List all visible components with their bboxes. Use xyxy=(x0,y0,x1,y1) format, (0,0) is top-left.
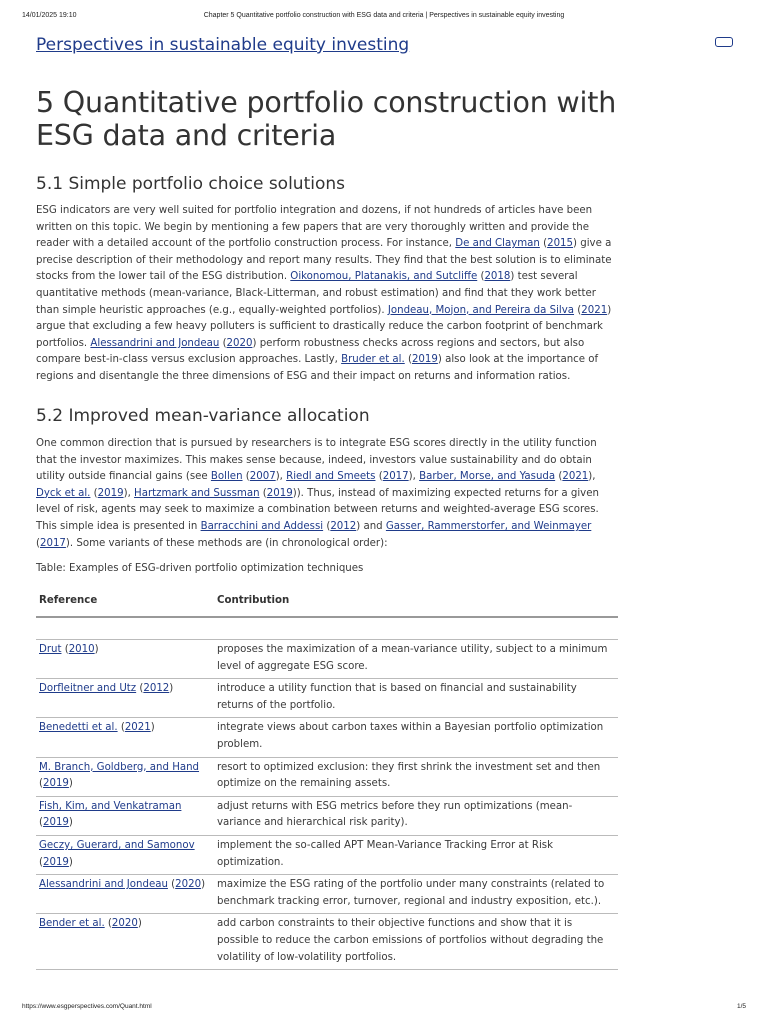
citation-link[interactable]: Barracchini and Addessi xyxy=(200,520,324,532)
citation-link[interactable]: Jondeau, Mojon, and Pereira da Silva xyxy=(387,304,575,316)
citation-link[interactable]: Bruder et al. xyxy=(341,354,405,366)
citation-year-link[interactable]: 2019 xyxy=(97,487,124,499)
citation-link[interactable]: M. Branch, Goldberg, and Hand xyxy=(39,761,200,773)
reference-cell: Fish, Kim, and Venkatraman (2019) xyxy=(36,796,214,835)
citation-year-link[interactable]: 2021 xyxy=(562,471,589,483)
citation-year-link[interactable]: 2020 xyxy=(111,918,138,930)
print-page-number: 1/5 xyxy=(736,1003,746,1010)
citation-link[interactable]: Alessandrini and Jondeau xyxy=(90,337,220,349)
section-5-2-paragraph: One common direction that is pursued by researchers is to integrate ESG scores directly in the utility function that the investor maximizes. This makes sense because, indeed, investors value sustainability and do obtain utility outside financial gains (see Bollen (2007), Riedl and Smeets (2017), Barber, Morse, and Yasuda (2021), Dyck et al. (2019), Hartzmark and Sussman (2019)). Thus, instead of maximizing expected returns for a given level of risk, agents may seek to maximize a combination between returns and weighted-average ESG scores. This simple idea is presented in Barracchini and Addessi (2012) and Gasser, Rammerstorfer, and Weinmayer (2017). Some variants of these methods are (in chronological order): xyxy=(36,438,599,549)
menu-toggle-icon[interactable] xyxy=(715,37,733,47)
citation-link[interactable]: Drut xyxy=(39,644,62,656)
citation-link[interactable]: Hartzmark and Sussman xyxy=(134,487,260,499)
citation-year-link[interactable]: 2021 xyxy=(581,304,608,316)
citation-year-link[interactable]: 2015 xyxy=(547,238,574,250)
citation-year-link[interactable]: 2007 xyxy=(249,471,276,483)
citation-link[interactable]: Dyck et al. xyxy=(36,487,91,499)
citation-year-link[interactable]: 2021 xyxy=(124,722,151,734)
chapter-title-text: Quantitative portfolio construction with ESG data and criteria xyxy=(36,86,617,152)
citation-year-link[interactable]: 2017 xyxy=(39,537,66,549)
table-row xyxy=(36,640,618,679)
print-header xyxy=(22,12,746,22)
print-footer xyxy=(22,1003,746,1010)
citation-link[interactable]: Alessandrini and Jondeau xyxy=(39,879,168,891)
citation-year-link[interactable]: 2020 xyxy=(175,879,202,891)
section-heading-5-2: 5.2 Improved mean-variance allocation xyxy=(36,406,370,426)
contribution-cell: adjust returns with ESG metrics before they run optimizations (mean-variance and hierarchical risk parity). xyxy=(214,796,618,835)
citation-year-link[interactable]: 2019 xyxy=(411,354,438,366)
print-page-title: Chapter 5 Quantitative portfolio construction with ESG data and criteria | Perspectives in sustainable equity investing xyxy=(203,12,565,19)
contribution-cell: integrate views about carbon taxes within a Bayesian portfolio optimization problem. xyxy=(214,718,618,757)
citation-year-link[interactable]: 2018 xyxy=(484,271,511,283)
table-row xyxy=(36,718,618,757)
citation-link[interactable]: De and Clayman xyxy=(455,238,540,250)
citation-year-link[interactable]: 2019 xyxy=(266,487,293,499)
site-title-link[interactable]: Perspectives in sustainable equity investing xyxy=(36,35,410,55)
table-row xyxy=(36,757,618,796)
section-5-1-paragraph: ESG indicators are very well suited for portfolio integration and dozens, if not hundreds of articles have been written on this topic. We begin by mentioning a few papers that are very thoroughly written and provide the reader with a detailed account of the portfolio construction process. For instance, De and Clayman (2015) give a precise description of their methodology and report many results. They find that the best solution is to eliminate stocks from the lower tail of the ESG distribution. Oikonomou, Platanakis, and Sutcliffe (2018) test several quantitative methods (mean-variance, Black-Litterman, and robust estimation) and find that they work better than simple heuristic approaches (e.g., equally-weighted portfolios). Jondeau, Mojon, and Pereira da Silva (2021) argue that excluding a few heavy polluters is sufficient to drastically reduce the carbon footprint of benchmark portfolios. Alessandrini and Jondeau (2020) perform robustness checks across regions and sectors, but also compare best-in-class versus exclusion approaches. Lastly, Bruder et al. (2019) also look at the importance of regions and disentangle the three dimensions of ESG and their impact on returns and information ratios. xyxy=(36,205,612,382)
citation-link[interactable]: Gasser, Rammerstorfer, and Weinmayer xyxy=(385,520,592,532)
section-heading-5-1: 5.1 Simple portfolio choice solutions xyxy=(36,174,346,194)
citation-link[interactable]: Bender et al. xyxy=(39,918,105,930)
table-row xyxy=(36,914,618,970)
contribution-cell: implement the so-called APT Mean-Variance Tracking Error at Risk optimization. xyxy=(214,836,618,875)
citation-year-link[interactable]: 2019 xyxy=(42,778,69,790)
citation-link[interactable]: Dorfleitner and Utz xyxy=(39,683,137,695)
column-header-contribution: Contribution xyxy=(214,589,618,617)
citation-year-link[interactable]: 2020 xyxy=(226,337,253,349)
esg-optimization-table xyxy=(36,589,618,970)
citation-link[interactable]: Geczy, Guerard, and Samonov xyxy=(39,840,195,852)
print-url: https://www.esgperspectives.com/Quant.html xyxy=(22,1003,152,1010)
contribution-cell: introduce a utility function that is based on financial and sustainability returns of the portfolio. xyxy=(214,679,618,718)
table-row xyxy=(36,679,618,718)
citation-link[interactable]: Bollen xyxy=(210,471,243,483)
citation-link[interactable]: Barber, Morse, and Yasuda xyxy=(419,471,556,483)
reference-cell: M. Branch, Goldberg, and Hand (2019) xyxy=(36,757,214,796)
reference-cell: Bender et al. (2020) xyxy=(36,914,214,970)
table-caption: Table: Examples of ESG-driven portfolio optimization techniques xyxy=(36,563,364,574)
citation-link[interactable]: Benedetti et al. xyxy=(39,722,118,734)
reference-cell: Geczy, Guerard, and Samonov (2019) xyxy=(36,836,214,875)
citation-year-link[interactable]: 2019 xyxy=(42,817,69,829)
chapter-number: 5 xyxy=(36,86,54,119)
citation-year-link[interactable]: 2010 xyxy=(68,644,95,656)
table-row xyxy=(36,836,618,875)
contribution-cell: resort to optimized exclusion: they first shrink the investment set and then optimize on the remaining assets. xyxy=(214,757,618,796)
citation-year-link[interactable]: 2019 xyxy=(42,856,69,868)
citation-year-link[interactable]: 2012 xyxy=(143,683,170,695)
citation-year-link[interactable]: 2012 xyxy=(330,520,357,532)
table-row xyxy=(36,875,618,914)
chapter-heading xyxy=(36,86,618,152)
contribution-cell: maximize the ESG rating of the portfolio under many constraints (related to benchmark tracking error, turnover, regional and industry exposition, etc.). xyxy=(214,875,618,914)
print-timestamp: 14/01/2025 19:10 xyxy=(22,12,77,19)
table-header-row xyxy=(36,589,618,617)
citation-year-link[interactable]: 2017 xyxy=(382,471,409,483)
citation-link[interactable]: Riedl and Smeets xyxy=(286,471,376,483)
table-row-empty xyxy=(36,617,618,640)
contribution-cell: add carbon constraints to their objective functions and show that it is possible to reduce the carbon emissions of portfolios without degrading the volatility of low-volatility portfolios. xyxy=(214,914,618,970)
table-row xyxy=(36,796,618,835)
citation-link[interactable]: Fish, Kim, and Venkatraman xyxy=(39,800,182,812)
contribution-cell: proposes the maximization of a mean-variance utility, subject to a minimum level of aggregate ESG score. xyxy=(214,640,618,679)
reference-cell: Benedetti et al. (2021) xyxy=(36,718,214,757)
chapter-title xyxy=(36,86,618,152)
column-header-reference: Reference xyxy=(36,589,214,617)
citation-link[interactable]: Oikonomou, Platanakis, and Sutcliffe xyxy=(290,271,478,283)
reference-cell: Dorfleitner and Utz (2012) xyxy=(36,679,214,718)
reference-cell: Drut (2010) xyxy=(36,640,214,679)
reference-cell: Alessandrini and Jondeau (2020) xyxy=(36,875,214,914)
